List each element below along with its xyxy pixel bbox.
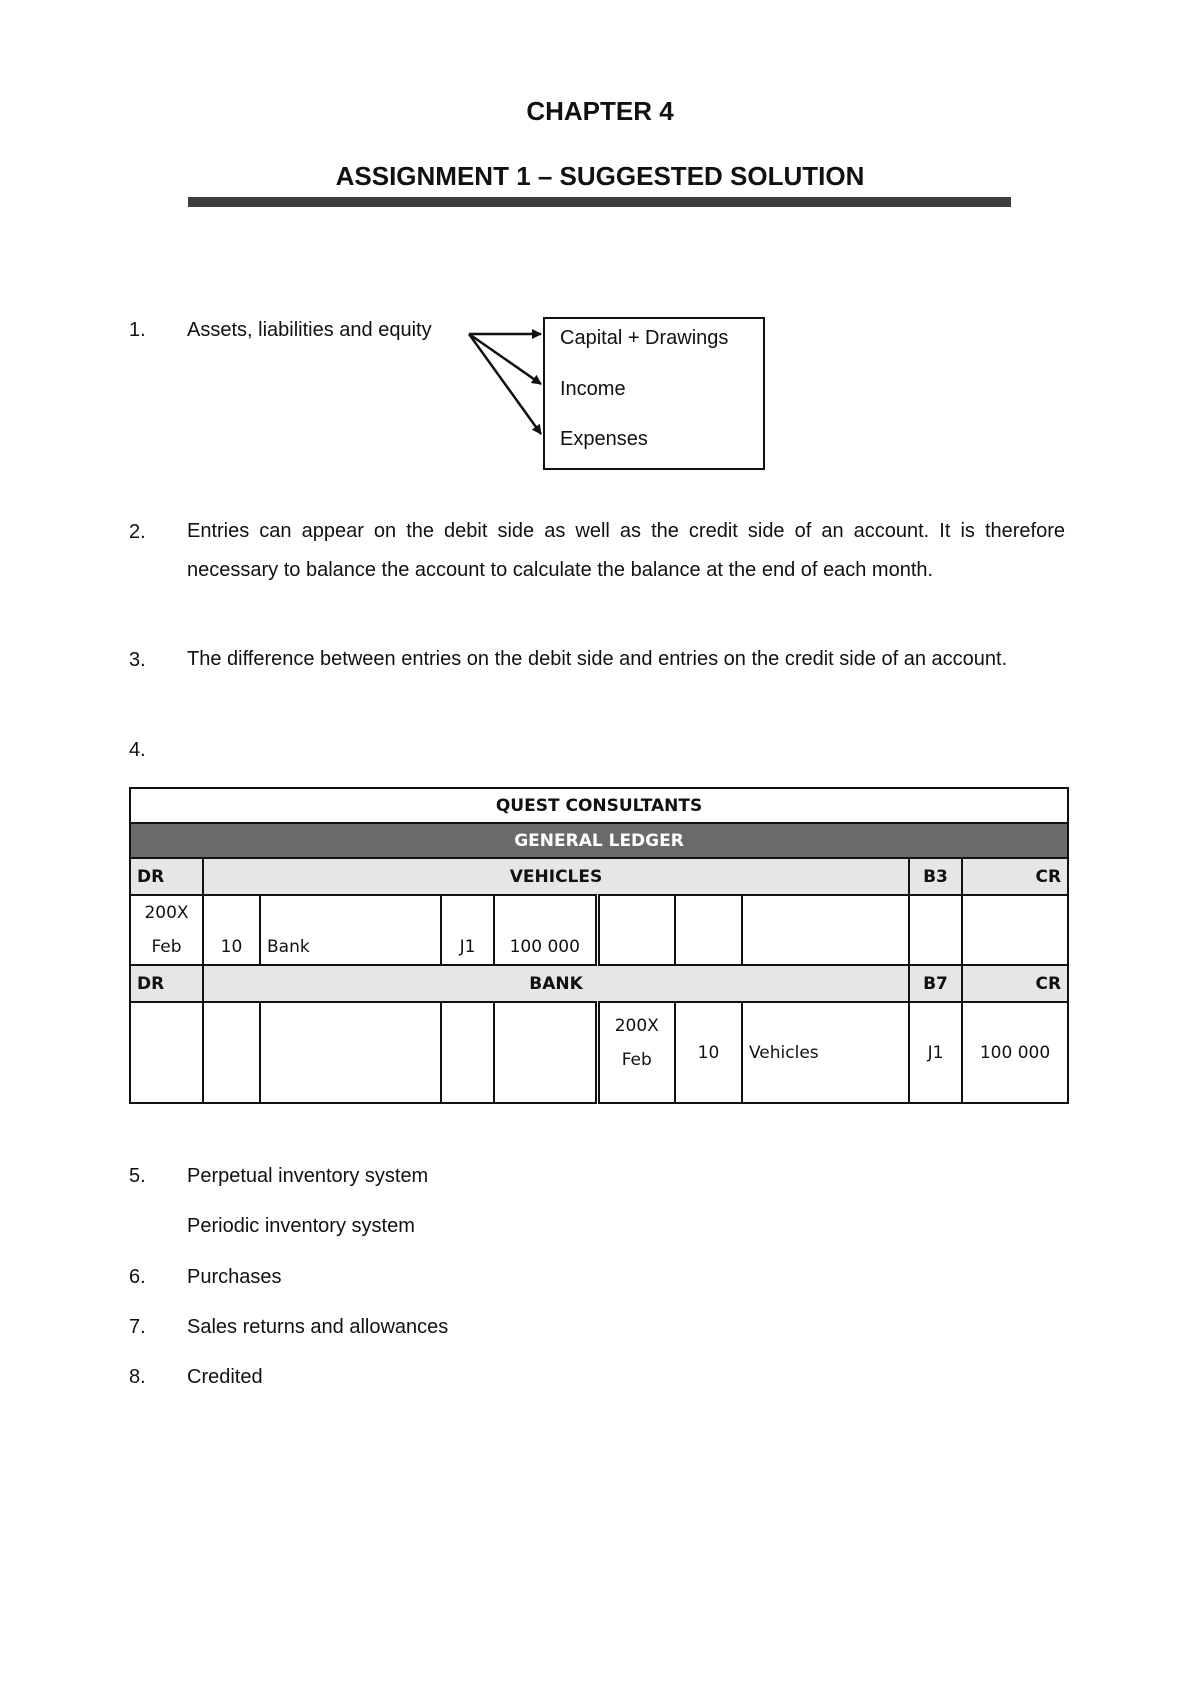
bank-date — [597, 1002, 675, 1103]
vehicles-year: 200X — [144, 903, 189, 923]
item-number-7: 7. — [129, 1316, 146, 1338]
bank-dr-amount — [494, 1002, 597, 1103]
item-number-8: 8. — [129, 1366, 146, 1388]
bank-folio: B7 — [909, 965, 962, 1002]
item-number-3: 3. — [129, 649, 146, 671]
vehicles-cr-ref — [909, 895, 962, 965]
arrow-income — [469, 334, 541, 384]
vehicles-amount: 100 000 — [494, 895, 597, 965]
box-item-income: Income — [560, 378, 626, 400]
vehicles-dr: DR — [130, 858, 203, 895]
ledger-title: GENERAL LEDGER — [130, 823, 1068, 858]
item-text-5b: Periodic inventory system — [187, 1215, 415, 1237]
bank-ref: J1 — [909, 1002, 962, 1103]
arrow-expenses — [469, 334, 541, 434]
ledger-company: QUEST CONSULTANTS — [130, 788, 1068, 823]
vehicles-details: Bank — [260, 895, 441, 965]
bank-dr-ref — [441, 1002, 494, 1103]
vehicles-ref: J1 — [441, 895, 494, 965]
bank-year: 200X — [614, 1016, 659, 1036]
vehicles-month: Feb — [151, 937, 182, 957]
box-item-expenses: Expenses — [560, 428, 648, 450]
chapter-title: CHAPTER 4 — [526, 96, 674, 126]
box-item-capital: Capital + Drawings — [560, 327, 729, 349]
bank-amount: 100 000 — [962, 1002, 1068, 1103]
vehicles-cr: CR — [962, 858, 1068, 895]
vehicles-cr-details — [742, 895, 909, 965]
item-text-1: Assets, liabilities and equity — [187, 319, 432, 341]
bank-header-row — [130, 965, 1068, 1002]
bank-dr-day — [203, 1002, 260, 1103]
arrows-diagram — [465, 320, 547, 442]
vehicles-cr-amount — [962, 895, 1068, 965]
vehicles-folio: B3 — [909, 858, 962, 895]
bank-account-name: BANK — [203, 965, 909, 1002]
assignment-title: ASSIGNMENT 1 – SUGGESTED SOLUTION — [335, 161, 865, 191]
item-number-6: 6. — [129, 1266, 146, 1288]
classification-box — [543, 317, 765, 470]
item-number-1: 1. — [129, 319, 146, 341]
general-ledger-table — [129, 787, 1069, 1104]
vehicles-day: 10 — [203, 895, 260, 965]
item-text-8: Credited — [187, 1366, 263, 1388]
vehicles-entry-row — [130, 895, 1068, 965]
item-text-2: Entries can appear on the debit side as well as the credit side of an account. It is therefore necessary to balance the account to calculate the balance at the end of each month. — [187, 520, 1065, 581]
bank-dr: DR — [130, 965, 203, 1002]
item-text-6: Purchases — [187, 1266, 282, 1288]
vehicles-date — [130, 895, 203, 965]
item-number-4: 4. — [129, 739, 146, 761]
bank-dr-details — [260, 1002, 441, 1103]
vehicles-cr-day — [675, 895, 742, 965]
item-text-3: The difference between entries on the debit side and entries on the credit side of an account. — [187, 648, 1008, 670]
item-text-5: Perpetual inventory system — [187, 1165, 429, 1187]
title-underline — [188, 197, 1011, 207]
vehicles-cr-date — [597, 895, 675, 965]
bank-day: 10 — [675, 1002, 742, 1103]
bank-cr: CR — [962, 965, 1068, 1002]
item-number-5: 5. — [129, 1165, 146, 1187]
bank-month: Feb — [621, 1050, 652, 1070]
item-number-2: 2. — [129, 521, 146, 543]
vehicles-header-row — [130, 858, 1068, 895]
vehicles-account-name: VEHICLES — [203, 858, 909, 895]
bank-details: Vehicles — [742, 1002, 909, 1103]
bank-dr-date — [130, 1002, 203, 1103]
item-text-7: Sales returns and allowances — [187, 1316, 449, 1338]
bank-entry-row — [130, 1002, 1068, 1103]
